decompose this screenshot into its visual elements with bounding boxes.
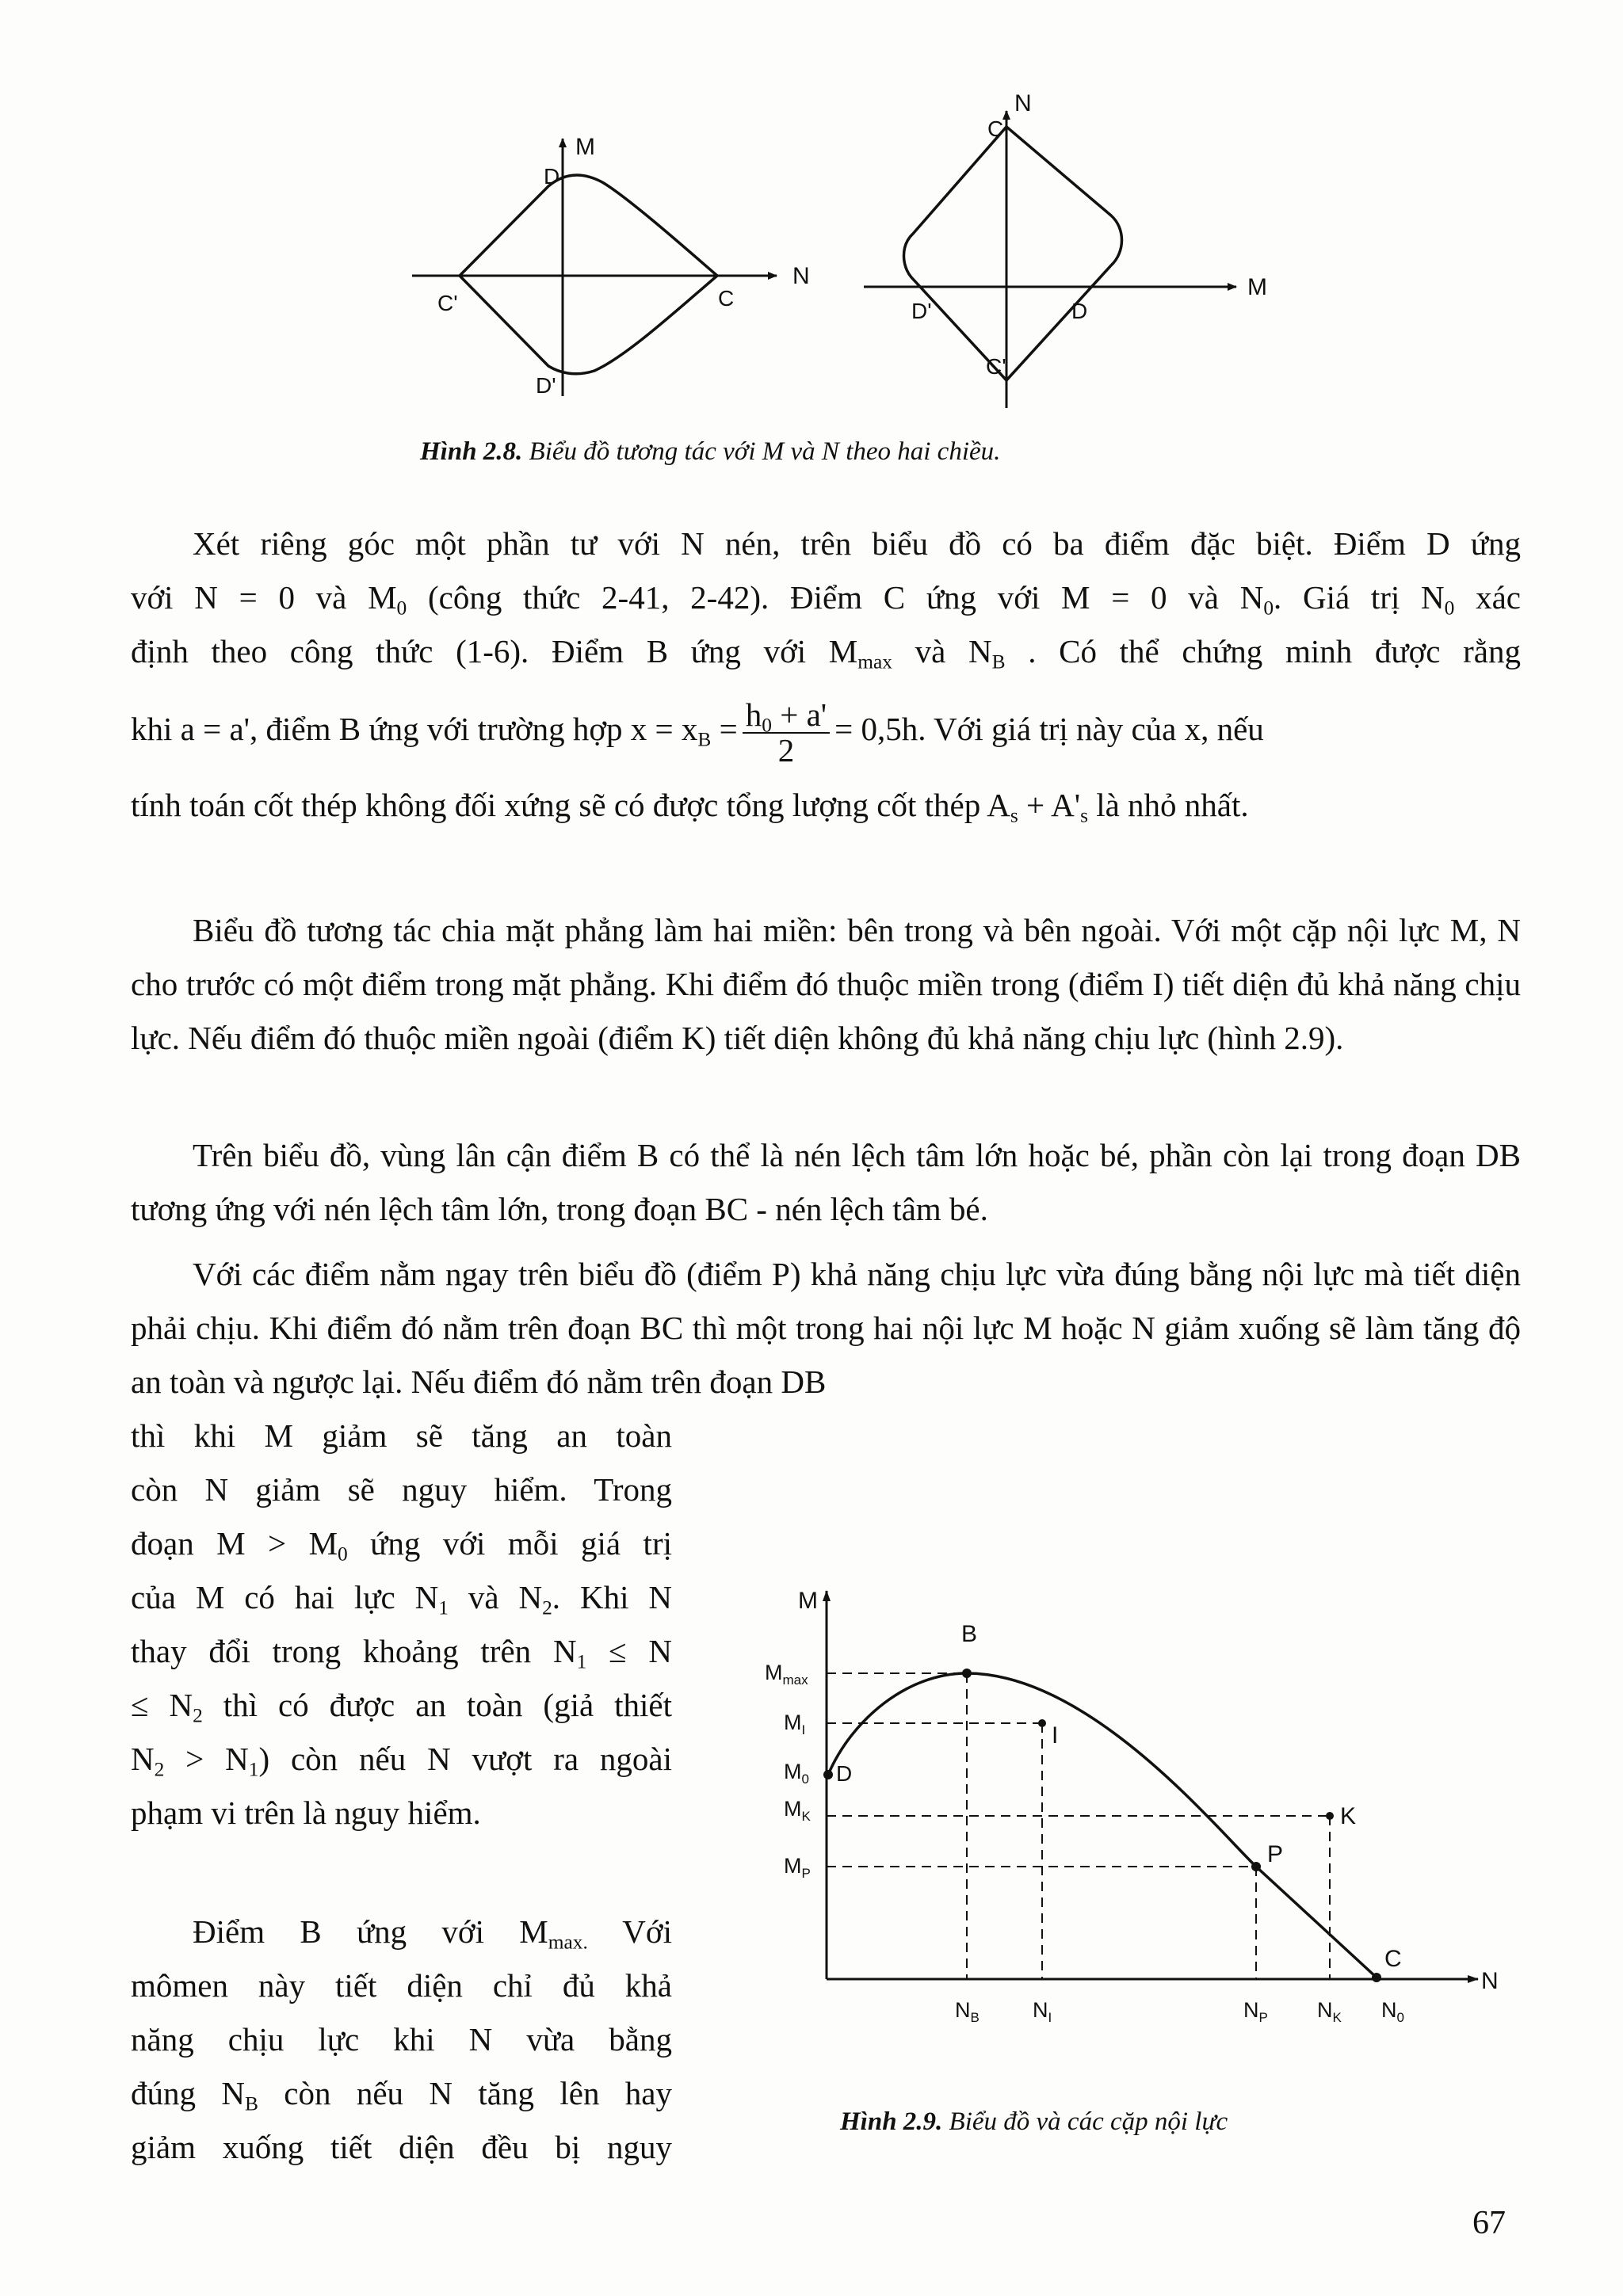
label-n: N <box>792 263 810 289</box>
paragraph-4: Với các điểm nằm ngay trên biểu đồ (điểm P) khả năng chịu lực vừa đúng bằng nội lực mà tiết diện phải chịu. Khi điểm đó nằm trên đoạn BC thì một trong hai nội lực M hoặc N giảm xuống sẽ làm tăng độ an toàn và ngược lại. Nếu điểm đó nằm trên đoạn DB <box>131 1256 1521 1400</box>
label-point-c: C <box>1384 1946 1402 1972</box>
point-p <box>1251 1862 1261 1871</box>
label-point-b: B <box>961 1621 978 1647</box>
label-point-i: I <box>1052 1722 1059 1749</box>
p1-line-4: khi a = a', điểm B ứng với trường hợp $x = x_B$ = $\frac{h_0 + a'}{2}$ = 0,5h. Với giá trị này của x, nếu <box>131 696 1264 769</box>
x-label-ni: $N_I$ <box>1033 1998 1052 2025</box>
y-label-mk: $M_K$ <box>784 1797 811 1824</box>
p1-line-2: với N = 0 và $M_0$ (công thức 2-41, 2-42). Điểm C ứng với M = 0 và $N_0$. Giá trị $N_0$ xác <box>131 579 1521 620</box>
caption-prefix: Hình 2.9. <box>840 2107 943 2136</box>
point-d <box>823 1770 833 1779</box>
p1-line-3: định theo công thức (1-6). Điểm B ứng với $M_{max}$ và $N_B$ . Có thể chứng minh được rằng <box>131 633 1522 673</box>
y-label-mmax: $M_{max}$ <box>765 1661 808 1688</box>
y-label-mi: $M_I$ <box>784 1711 806 1737</box>
label-point-k: K <box>1340 1803 1357 1829</box>
label-n: N <box>1014 90 1032 116</box>
interaction-curve <box>828 1673 1377 1978</box>
figure-2-8-caption <box>420 437 1000 467</box>
interaction-curve <box>460 175 717 374</box>
label-d-prime: D' <box>536 373 556 398</box>
figure-2-8-left <box>396 119 840 420</box>
paragraph-3: Trên biểu đồ, vùng lân cận điểm B có thể là nén lệch tâm lớn hoặc bé, phần còn lại trong đoạn DB tương ứng với nén lệch tâm lớn, trong đoạn BC - nén lệch tâm bé. <box>131 1137 1521 1227</box>
caption-text: Biểu đồ tương tác với M và N theo hai chiều. <box>522 437 1001 466</box>
paragraph-1 <box>131 517 1521 832</box>
page-number: 67 <box>1472 2205 1506 2241</box>
paragraph-4-column: thì khi M giảm sẽ tăng an toàn còn N giảm sẽ nguy hiểm. Trong đoạn $M > M_0$ ứng với mỗi giá trị của M có hai lực $N_1$ và $N_2$. Khi N thay đổi trong khoảng trên $N_1 \le N$ ≤ $N_2$ thì có được an toàn (giả thiết $N_2 > N_1$) còn nếu N vượt ra ngoài phạm vi trên là nguy hiểm. <box>131 1417 672 1831</box>
formula-xb: $\frac{h_0 + a'}{2}$ <box>743 698 830 768</box>
point-c <box>1372 1973 1381 1982</box>
axis-label-m: M <box>798 1588 818 1614</box>
axis-label-n: N <box>1481 1968 1499 1994</box>
point-k <box>1326 1812 1334 1820</box>
paragraph-2: Biểu đồ tương tác chia mặt phẳng làm hai miền: bên trong và bên ngoài. Với một cặp nội lực M, N cho trước có một điểm trong mặt phẳng. Khi điểm đó thuộc miền trong (điểm I) tiết diện đủ khả năng chịu lực. Nếu điểm đó thuộc miền ngoài (điểm K) tiết diện không đủ khả năng chịu lực (hình 2.9). <box>131 912 1521 1056</box>
label-point-p: P <box>1267 1841 1284 1867</box>
x-label-nk: $N_K$ <box>1317 1998 1342 2025</box>
label-d: D <box>544 164 560 189</box>
label-m: M <box>1247 274 1267 300</box>
label-d: D <box>1071 299 1088 323</box>
label-c: C <box>987 116 1004 141</box>
y-label-m0: $M_0$ <box>784 1760 809 1787</box>
point-b <box>962 1669 972 1678</box>
label-c-prime: C' <box>986 354 1006 379</box>
figure-2-8-right <box>856 79 1284 420</box>
figure-2-9-caption <box>840 2107 1228 2137</box>
label-c: C <box>718 286 735 311</box>
label-c-prime: C' <box>437 291 458 315</box>
label-d-prime: D' <box>911 299 932 323</box>
label-m: M <box>575 134 595 160</box>
p1-line-1: Xét riêng góc một phần tư với N nén, trên biểu đồ có ba điểm đặc biệt. Điểm D ứng <box>193 525 1521 562</box>
paragraph-5: Điểm B ứng với $M_{max.}$ Với mômen này tiết diện chỉ đủ khả năng chịu lực khi N vừa bằng đúng $N_B$ còn nếu N tăng lên hay giảm xuống tiết diện đều bị nguy <box>131 1913 673 2165</box>
interaction-curve <box>904 127 1122 380</box>
x-label-nb: $N_B$ <box>955 1998 980 2025</box>
caption-prefix: Hình 2.8. <box>420 437 523 466</box>
label-point-d: D <box>836 1761 853 1786</box>
caption-text: Biểu đồ và các cặp nội lực <box>942 2107 1228 2136</box>
point-i <box>1038 1719 1046 1727</box>
x-label-n0: $N_0$ <box>1381 1998 1404 2025</box>
figure-2-9 <box>757 1577 1518 2068</box>
x-label-np: $N_P$ <box>1243 1998 1268 2025</box>
y-label-mp: $M_P$ <box>784 1854 811 1881</box>
p1-line-5: tính toán cốt thép không đối xứng sẽ có được tổng lượng cốt thép $A_s + A'_s$ là nhỏ nhất. <box>131 787 1249 827</box>
